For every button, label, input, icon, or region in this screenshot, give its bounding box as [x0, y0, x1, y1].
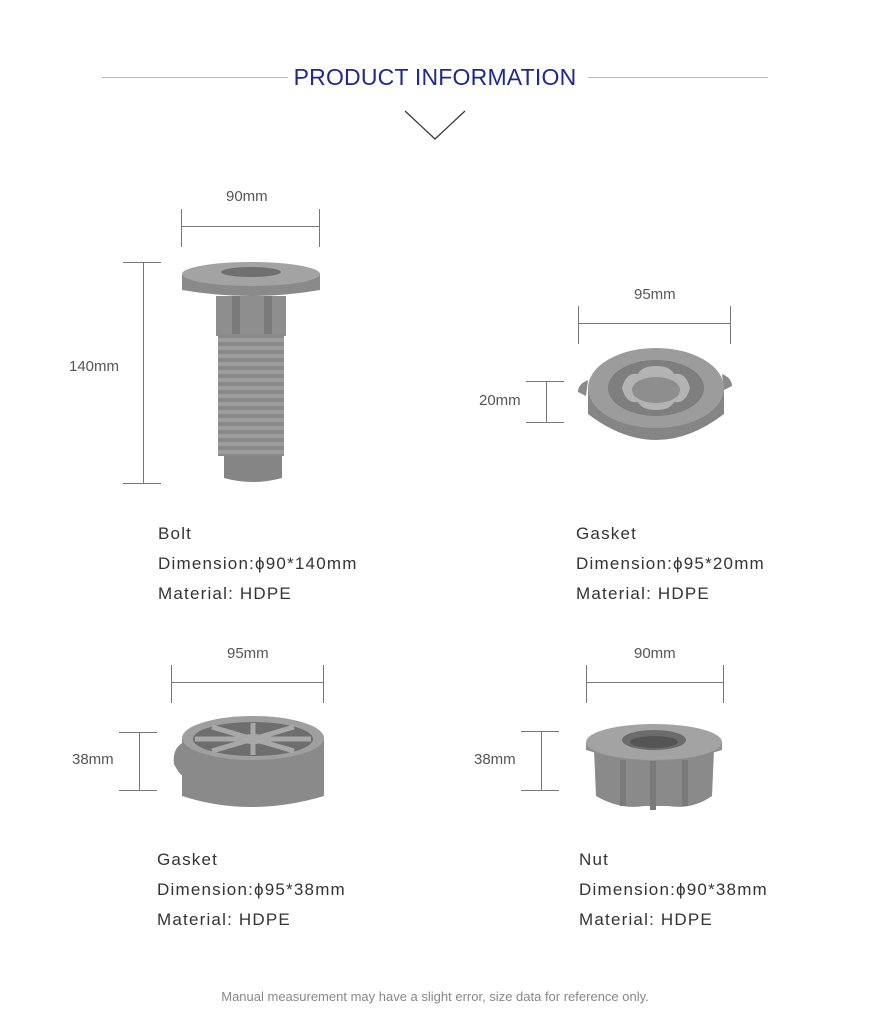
page-title: PRODUCT INFORMATION — [293, 64, 577, 90]
nut-icon — [584, 720, 726, 814]
product-material: Material: HDPE — [579, 910, 713, 929]
height-label: 140mm — [69, 358, 120, 375]
thick-gasket-icon — [170, 712, 328, 812]
width-label: 90mm — [634, 645, 676, 662]
product-info — [157, 845, 346, 935]
product-name: Gasket — [157, 850, 219, 869]
height-label: 38mm — [72, 751, 114, 768]
width-dimension-line — [171, 682, 323, 683]
product-name: Bolt — [158, 524, 193, 543]
width-dimension-line — [578, 323, 730, 324]
chevron-down-icon — [404, 110, 466, 142]
product-material: Material: HDPE — [158, 584, 292, 603]
product-name: Gasket — [576, 524, 638, 543]
width-label: 95mm — [634, 286, 676, 303]
height-label: 20mm — [479, 392, 521, 409]
height-dimension-line — [546, 381, 547, 422]
footer-note: Manual measurement may have a slight error, size data for reference only. — [221, 989, 649, 1004]
thin-gasket-icon — [576, 344, 734, 452]
product-dimension: Dimension:ϕ90*38mm — [579, 880, 768, 899]
product-info — [576, 519, 765, 609]
product-info — [579, 845, 768, 935]
width-dimension-line — [181, 226, 319, 227]
product-dimension: Dimension:ϕ95*38mm — [157, 880, 346, 899]
product-name: Nut — [579, 850, 610, 869]
height-dimension-line — [139, 732, 140, 790]
height-dimension-line — [541, 731, 542, 790]
height-label: 38mm — [474, 751, 516, 768]
product-dimension: Dimension:ϕ95*20mm — [576, 554, 765, 573]
width-label: 90mm — [226, 188, 268, 205]
bolt-icon — [180, 260, 322, 486]
width-label: 95mm — [227, 645, 269, 662]
width-dimension-line — [586, 682, 723, 683]
product-dimension: Dimension:ϕ90*140mm — [158, 554, 358, 573]
height-dimension-line — [143, 262, 144, 483]
product-material: Material: HDPE — [576, 584, 710, 603]
product-info — [158, 519, 358, 609]
product-material: Material: HDPE — [157, 910, 291, 929]
